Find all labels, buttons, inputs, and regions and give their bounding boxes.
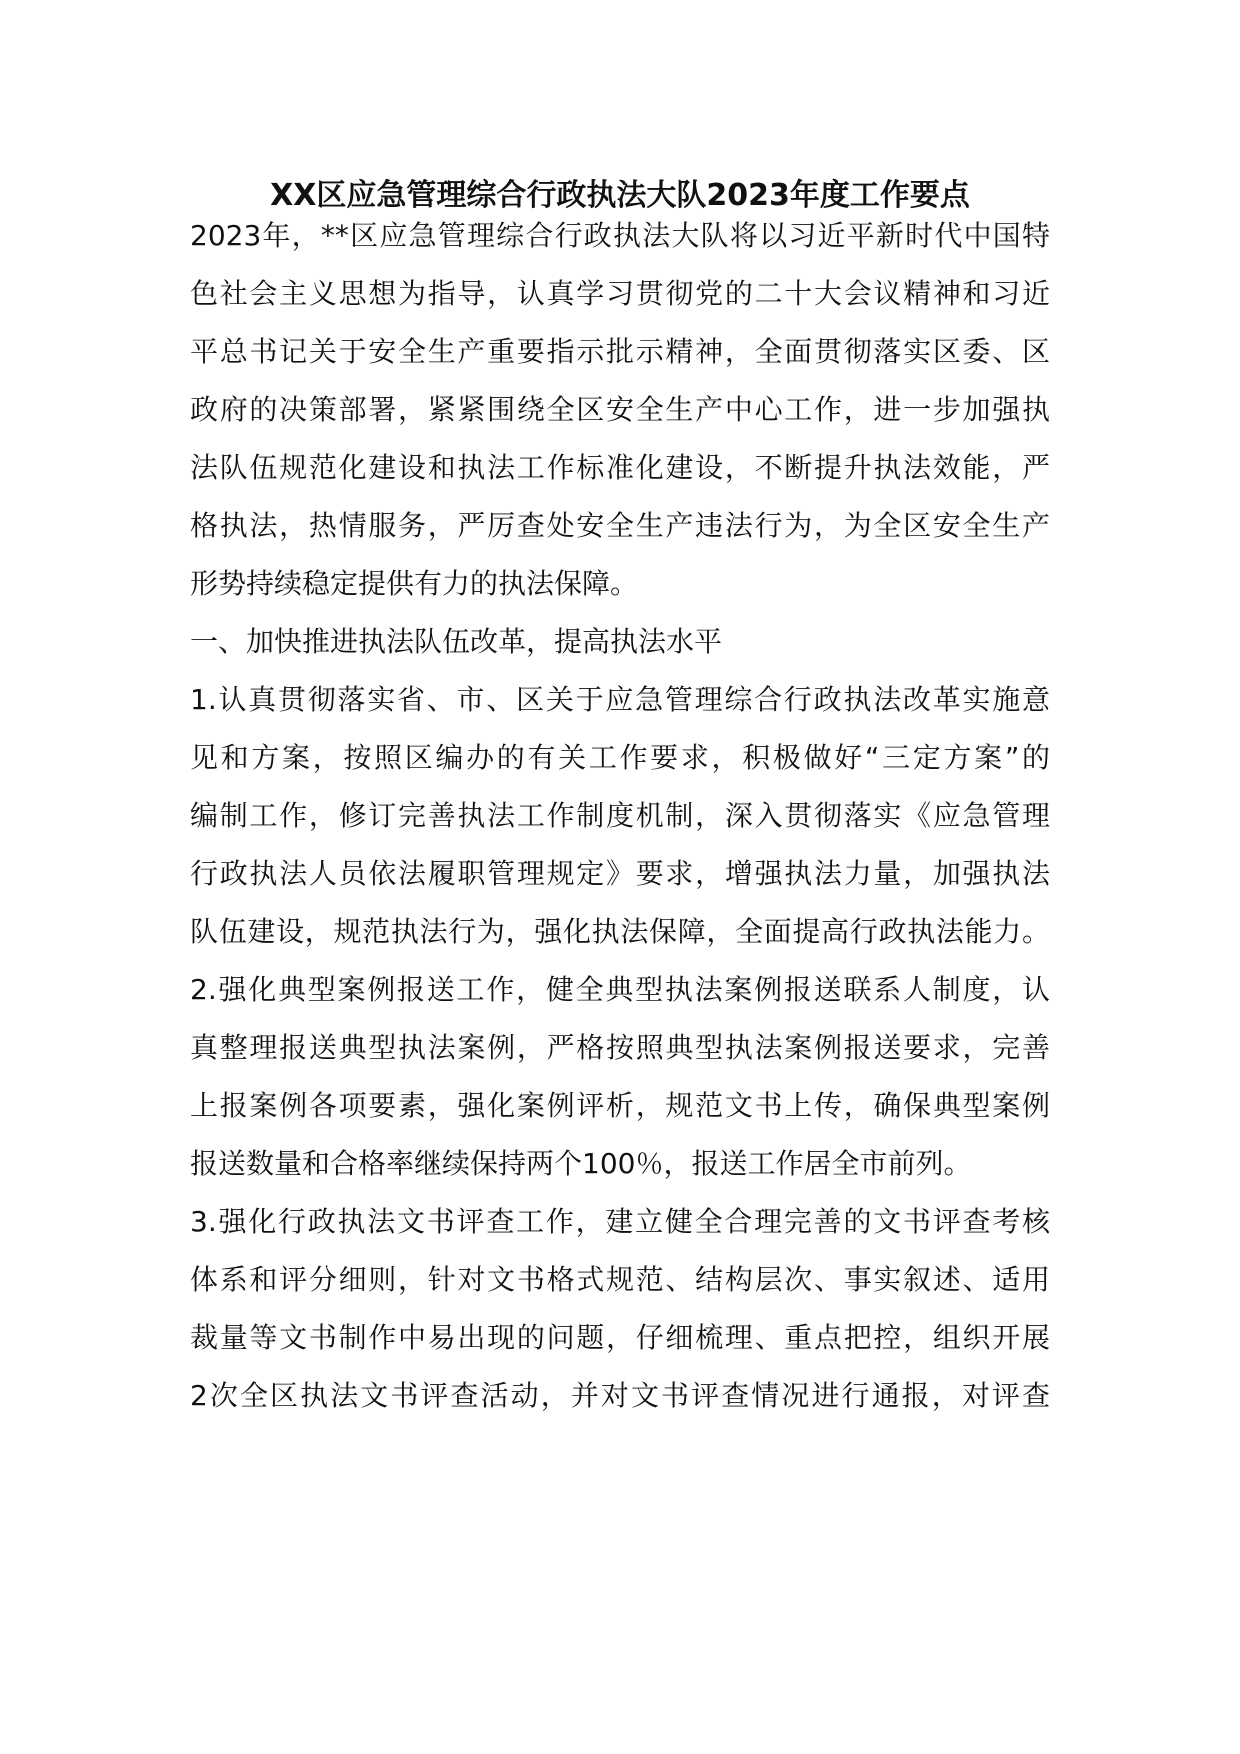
paragraph-line: 3.强化行政执法文书评查工作，建立健全合理完善的文书评查考核 [190, 1205, 1050, 1238]
paragraph-line: 报送数量和合格率继续保持两个100％，报送工作居全市前列。 [190, 1147, 972, 1180]
paragraph-line: 2次全区执法文书评查活动，并对文书评查情况进行通报，对评查 [190, 1379, 1050, 1412]
paragraph-line: 2023年，**区应急管理综合行政执法大队将以习近平新时代中国特 [190, 219, 1050, 252]
paragraph-line: 政府的决策部署，紧紧围绕全区安全生产中心工作，进一步加强执 [190, 393, 1050, 426]
paragraph-line: 真整理报送典型执法案例，严格按照典型执法案例报送要求，完善 [190, 1031, 1050, 1064]
paragraph-line: 色社会主义思想为指导，认真学习贯彻党的二十大会议精神和习近 [190, 277, 1050, 310]
paragraph-line: 队伍建设，规范执法行为，强化执法保障，全面提高行政执法能力。 [190, 915, 1050, 948]
paragraph-line: 体系和评分细则，针对文书格式规范、结构层次、事实叙述、适用 [190, 1263, 1050, 1296]
paragraph-line: 2.强化典型案例报送工作，健全典型执法案例报送联系人制度，认 [190, 973, 1050, 1006]
paragraph-line: 见和方案，按照区编办的有关工作要求，积极做好“三定方案”的 [190, 741, 1050, 774]
paragraph-line: 1.认真贯彻落实省、市、区关于应急管理综合行政执法改革实施意 [190, 683, 1050, 716]
paragraph-line: 裁量等文书制作中易出现的问题，仔细梳理、重点把控，组织开展 [190, 1321, 1050, 1354]
paragraph-line: 形势持续稳定提供有力的执法保障。 [190, 567, 639, 600]
paragraph-line: 平总书记关于安全生产重要指示批示精神，全面贯彻落实区委、区 [190, 335, 1050, 368]
document-title: XX区应急管理综合行政执法大队2023年度工作要点 [270, 178, 970, 213]
paragraph-line: 上报案例各项要素，强化案例评析，规范文书上传，确保典型案例 [190, 1089, 1050, 1122]
paragraph-line: 行政执法人员依法履职管理规定》要求，增强执法力量，加强执法 [190, 857, 1050, 890]
paragraph-line: 格执法，热情服务，严厉查处安全生产违法行为，为全区安全生产 [190, 509, 1050, 542]
section-heading: 一、加快推进执法队伍改革，提高执法水平 [190, 625, 723, 658]
paragraph-line: 编制工作，修订完善执法工作制度机制，深入贯彻落实《应急管理 [190, 799, 1050, 832]
paragraph-line: 法队伍规范化建设和执法工作标准化建设，不断提升执法效能，严 [190, 451, 1050, 484]
